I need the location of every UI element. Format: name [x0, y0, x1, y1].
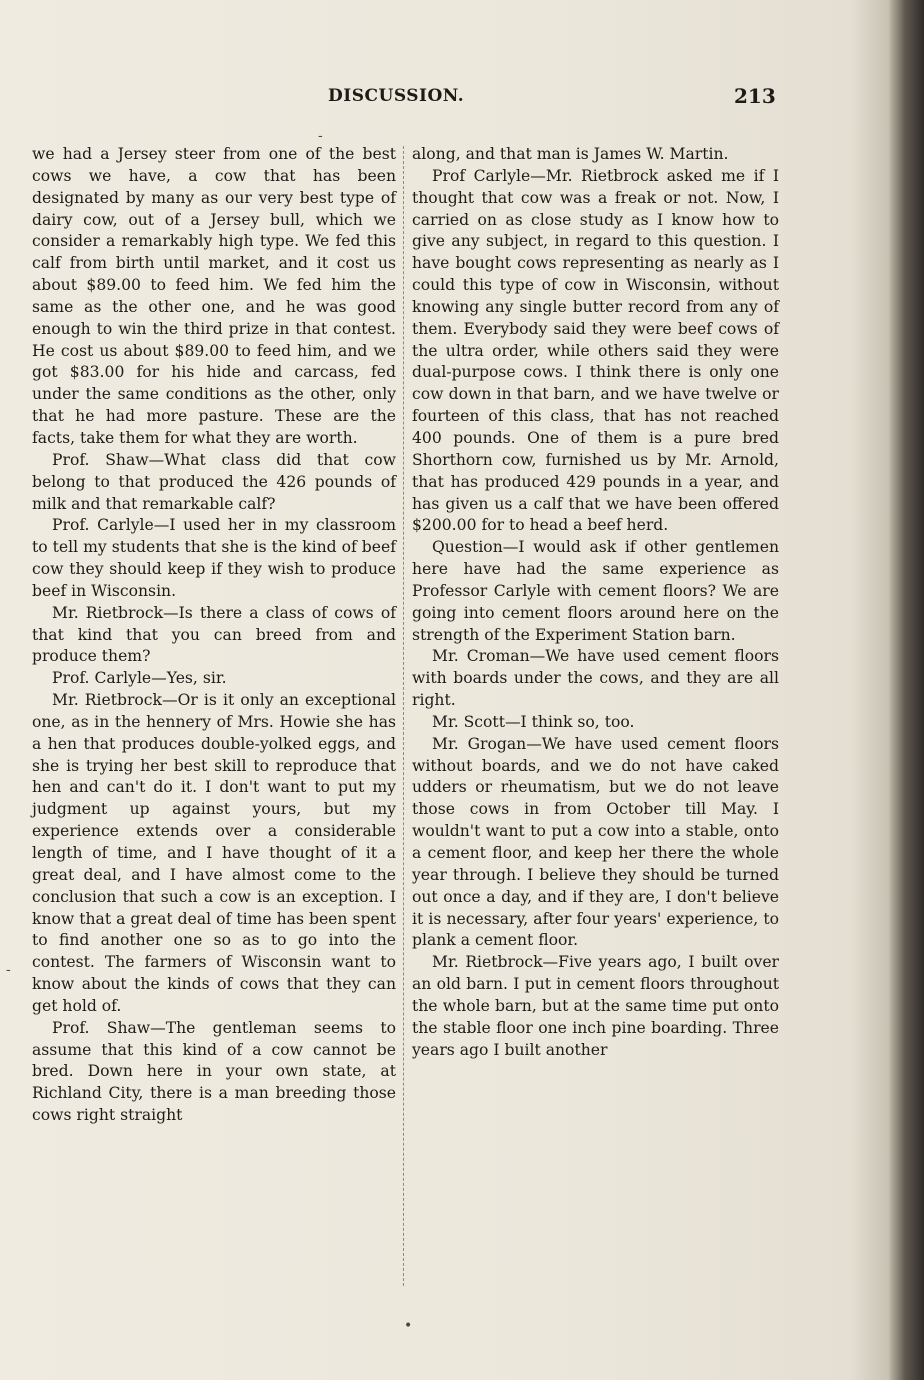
- paragraph: along, and that man is James W. Martin.: [412, 145, 729, 163]
- paragraph: Mr. Croman—We have used cement floors with boards under the cows, and they are all right.: [412, 647, 779, 710]
- paragraph: Mr. Grogan—We have used cement floors without boards, and we do not have caked udders or rheumatism, but we do not leave those cows in from October till May. I wouldn't want to put a cow into a stable, onto a cement floor, and keep her there the whole year through. I believe they should be turned out once a day, and if they are, I don't believe it is necessary, after four years' experience, to plank a cement floor.: [412, 734, 779, 950]
- paragraph: Prof. Carlyle—Yes, sir.: [52, 669, 227, 688]
- running-head: DISCUSSION.: [328, 86, 465, 106]
- right-column: [412, 144, 779, 1061]
- ink-speck: •: [404, 1318, 413, 1334]
- paragraph: Mr. Scott—I think so, too.: [432, 712, 635, 731]
- paragraph: Prof Carlyle—Mr. Rietbrock asked me if I thought that cow was a freak or not. Now, I carried on as close study as I know how to give any subject, in regard to this question. I have bought cows representing as nearly as I could this type of cow in Wisconsin, without knowing any single butter record from any of them. Everybody said they were beef cows of the ultra order, while others said they were dual-purpose cows. I think there is only one cow down in that barn, and we have twelve or fourteen of this class, that has not reached 400 pounds. One of them is a pure bred Shorthorn cow, furnished us by Mr. Arnold, that has produced 429 pounds in a year, and has given us a calf that we have been offered $200.00 for to head a beef herd.: [412, 166, 779, 535]
- paragraph: Question—I would ask if other gentlemen here have had the same experience as Professor Carlyle with cement floors? We are going into cement floors around here on the strength of the Experiment Station barn.: [412, 538, 779, 644]
- paragraph: Prof. Shaw—What class did that cow belong to that produced the 426 pounds of milk and that remarkable calf?: [32, 450, 396, 513]
- paragraph: Prof. Shaw—The gentleman seems to assume that this kind of a cow cannot be bred. Down here in your own state, at Richland City, there is a man breeding those cows right straight: [32, 1018, 396, 1125]
- paragraph: Mr. Rietbrock—Five years ago, I built over an old barn. I put in cement floors throughout the whole barn, but at the same time put onto the stable floor one inch pine boarding. Three years ago I built another: [412, 953, 779, 1059]
- page-number: 213: [734, 84, 776, 108]
- paragraph: Mr. Rietbrock—Or is it only an exceptional one, as in the hennery of Mrs. Howie she has a hen that produces double-yolked eggs, and she is trying her best skill to reproduce that hen and can't do it. I don't want to put my judgment up against yours, but my experience extends over a considerable length of time, and I have thought of it a great deal, and I have almost come to the conclusion that such a cow is an exception. I know that a great deal of time has been spent to find another one so as to go into the contest. The farmers of Wisconsin want to know about the kinds of cows that they can get hold of.: [32, 691, 396, 1015]
- paragraph: Prof. Carlyle—I used her in my classroom to tell my students that she is the kind of beef cow they should keep if they wish to produce beef in Wisconsin.: [32, 516, 396, 600]
- ink-speck: -: [318, 128, 323, 144]
- left-column: [32, 144, 396, 1127]
- paragraph: we had a Jersey steer from one of the best cows we have, a cow that has been designated by many as our very best type of dairy cow, out of a Jersey bull, which we consider a remarkably high type. We fed this calf from birth until market, and it cost us about $89.00 to feed him. We fed him the same as the other one, and he was good enough to win the third prize in that contest. He cost us about $89.00 to feed him, and we got $83.00 for his hide and carcass, fed under the same conditions as the other, only that he had more pasture. These are the facts, take them for what they are worth.: [32, 145, 396, 447]
- page-header: [0, 86, 900, 116]
- book-edge-shadow: [890, 0, 924, 1380]
- column-divider: [403, 146, 404, 1286]
- paragraph: Mr. Rietbrock—Is there a class of cows of that kind that you can breed from and produce them?: [32, 603, 396, 666]
- margin-mark: -: [6, 962, 11, 978]
